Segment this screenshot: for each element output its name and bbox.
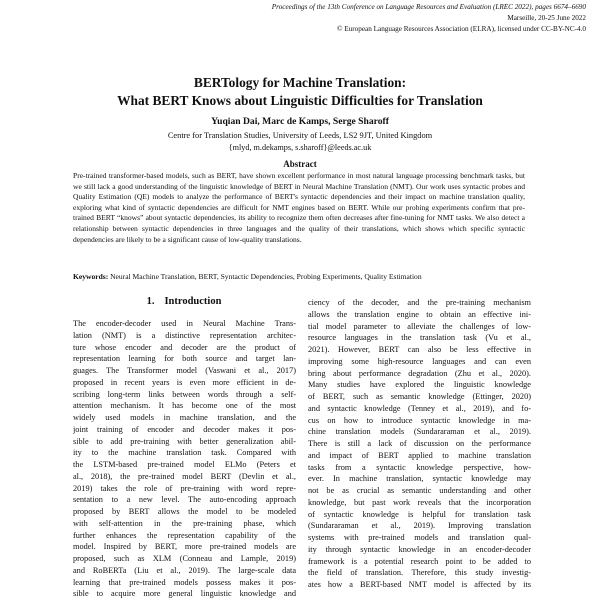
text-line: and impact of BERT applied to machine translation: [308, 450, 531, 460]
text-line: guages. The Transformer model (Vaswani et al., 2017): [73, 366, 296, 375]
text-line: and syntactic knowledge (Tenney et al., 2019), and fo-: [308, 403, 531, 413]
text-line: attention mechanism. It has become one of the most: [73, 401, 296, 411]
text-line: 2021). However, BERT can also be less effective in: [308, 345, 531, 354]
text-line: sible to acquire more general linguistic knowledge and: [73, 589, 296, 599]
right-column-text: [308, 297, 531, 591]
text-line: representation learning for both source and target lan-: [73, 354, 296, 364]
keywords-list: Neural Machine Translation, BERT, Syntactic Dependencies, Probing Experiments, Quality Estimation: [110, 272, 422, 281]
text-line: scribing long-term links between words through a self-: [73, 389, 296, 399]
text-line: resource languages in the translation task (Vu et al.,: [308, 333, 531, 343]
title-line-1: BERTology for Machine Translation:: [193, 75, 407, 90]
proceedings-header: [166, 2, 586, 35]
text-line: the LSTM-based pre-trained model ELMo (Peters et: [73, 460, 296, 469]
author-emails: {mlyd, m.dekamps, s.sharoff}@leeds.ac.uk: [228, 143, 372, 152]
text-line: ates how a BERT-based NMT model is affected by its: [308, 580, 531, 589]
text-line: tasks from a syntactic knowledge perspective, how-: [308, 462, 531, 472]
text-line: further enhances the representation capability of the: [73, 530, 296, 540]
text-line: the field of translation. Therefore, this study investig-: [308, 568, 531, 578]
text-line: learning that pre-trained models possess makes it pos-: [73, 577, 296, 587]
text-line: The encoder-decoder used in Neural Machine Trans-: [73, 319, 296, 328]
text-line: model. Inspired by BERT, more pre-trained models are: [73, 542, 296, 552]
text-line: proposed by BERT allows the model to be modeled: [73, 507, 296, 516]
text-line: widely used models in machine translation, and the: [73, 413, 296, 422]
text-line: not be as crucial as semantic understanding and other: [308, 486, 531, 495]
license-notice: © European Language Resources Association (ELRA), licensed under CC-BY-NC-4.0: [337, 25, 586, 33]
conference-info: Proceedings of the 13th Conference on Language Resources and Evaluation (LREC 2022), pages 6674–6690: [271, 3, 586, 11]
text-line: proposed in recent years is even more efficient in de-: [73, 377, 296, 387]
affiliation: Centre for Translation Studies, University of Leeds, LS2 9JT, United Kingdom: [167, 131, 433, 140]
text-line: ity through syntactic knowledge in an encoder-decoder: [308, 544, 531, 554]
text-line: proposed, such as XLM (Conneau and Lample, 2019): [73, 554, 296, 563]
keywords-label: Keywords:: [73, 272, 109, 281]
section-number: 1.: [146, 296, 155, 307]
paper-title: [0, 74, 600, 110]
text-line: and RoBERTa (Liu et al., 2019). The large-scale data: [73, 565, 296, 575]
section-heading-introduction: [73, 296, 295, 307]
text-line: with self-attention in the pre-training phase, which: [73, 518, 296, 528]
text-line: bring about performance degradation (Zhu et al., 2020).: [308, 368, 531, 378]
text-line: (Sundararaman et al., 2019). Improving translation: [308, 521, 531, 531]
abstract-heading: Abstract: [283, 159, 317, 169]
text-line: framework is a potential research point to be added to: [308, 556, 531, 566]
text-line: sible to add pre-training with better generalization abil-: [73, 436, 296, 446]
text-line: of BERT, such as semantic knowledge (Ettinger, 2020): [308, 392, 531, 401]
text-line: of syntactic knowledge is helpful for translation task: [308, 509, 531, 519]
abstract-text: Pre-trained transformer-based models, such as BERT, have shown excellent performance in most natural language processing benchmark tasks, but we still lack a good understanding of the linguistic knowledge of BERT in Neural Machine Translation (NMT). Our work uses syntactic probes and Quality Estimation (QE) models to analyze the performance of BERT's syntactic dependencies and their impact on machine translation quality, exploring what kind of syntactic dependencies are difficult for NMT engines based on BERT. While our probing experiments confirm that pre-trained BERT “knows” about syntactic dependencies, its ability to recognize them often decreases after fine-tuning for NMT tasks. We also detect a relationship between syntactic dependencies in three languages and the quality of their translations, which shows which specific syntactic dependencies are likely to be a significant cause of low-quality translations.: [73, 171, 525, 244]
text-line: allows the translation engine to obtain an effective ini-: [308, 309, 531, 319]
text-line: sentation to a new level. The auto-encoding approach: [73, 495, 296, 505]
text-line: knowledge, but past work reveals that the incorporation: [308, 497, 531, 507]
text-line: tial model parameter to alleviate the challenges of low-: [308, 321, 531, 331]
text-line: improving some high-resource languages and can even: [308, 356, 531, 366]
text-line: Many studies have explored the linguistic knowledge: [308, 380, 531, 390]
conference-location: Marseille, 20-25 June 2022: [507, 14, 586, 22]
text-line: There is still a lack of discussion on the performance: [308, 439, 531, 448]
title-line-2: What BERT Knows about Linguistic Difficulties for Translation: [117, 93, 483, 108]
text-line: ity to the machine translation task. Compared with: [73, 448, 296, 458]
text-line: chine translation models (Sundararaman et al., 2019).: [308, 427, 531, 437]
text-line: joint training of encoder and decoder makes it pos-: [73, 424, 296, 434]
text-line: cus on how to introduce syntactic knowledge in ma-: [308, 415, 531, 425]
keywords: [73, 272, 533, 283]
text-line: al., 2018), the pre-trained model BERT (Devlin et al.,: [73, 471, 296, 481]
section-title: Introduction: [164, 296, 222, 307]
text-line: lation (NMT) is a distinctive representation architec-: [73, 330, 296, 340]
text-line: ever. In machine translation, syntactic knowledge may: [308, 474, 531, 484]
author-list: Yuqian Dai, Marc de Kamps, Serge Sharoff: [211, 116, 389, 127]
text-line: ciency of the decoder, and the pre-training mechanism: [308, 298, 531, 307]
left-column-text: [73, 318, 296, 600]
text-line: systems with pre-trained models and translation qual-: [308, 533, 531, 542]
text-line: ture whose encoder and decoder are the product of: [73, 342, 296, 352]
text-line: 2019) takes the role of pre-training with word repre-: [73, 483, 296, 493]
